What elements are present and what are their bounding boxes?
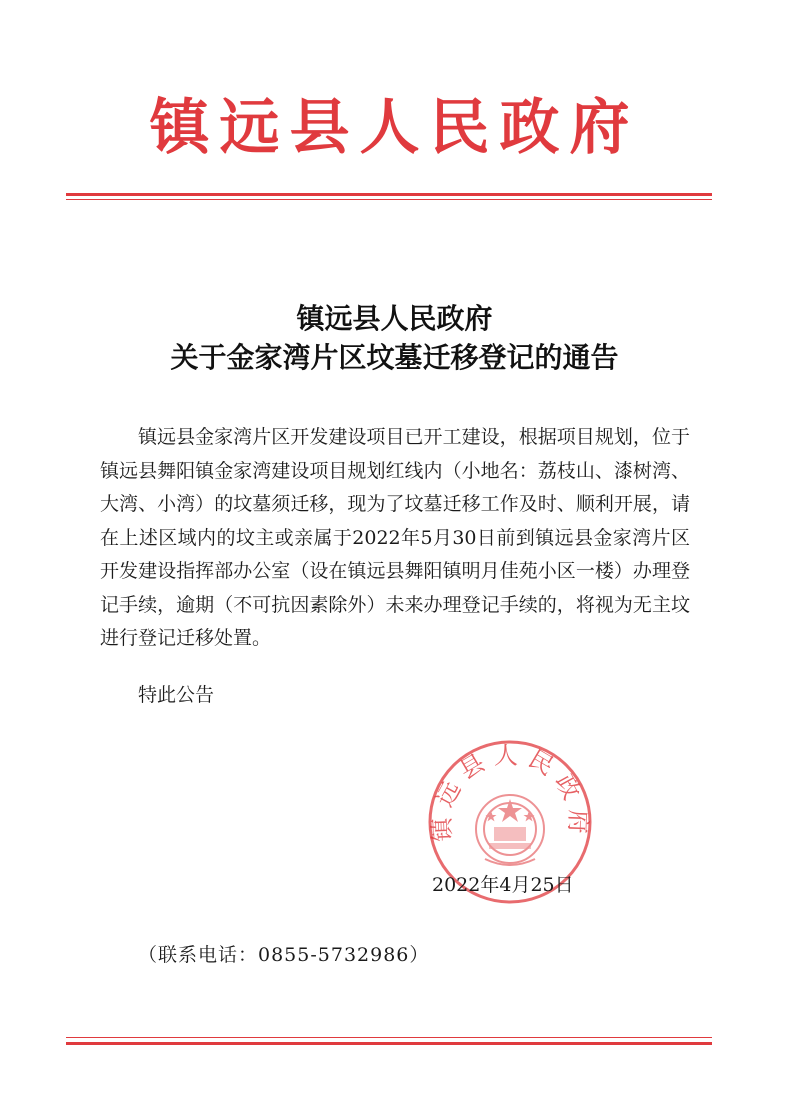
masthead: 镇远县人民政府 — [149, 93, 640, 163]
national-emblem-icon — [476, 795, 544, 865]
body-paragraph: 镇远县金家湾片区开发建设项目已开工建设，根据项目规划，位于镇远县舞阳镇金家湾建设项目规划红线内（小地名：荔枝山、漆树湾、大湾、小湾）的坟墓须迁移，现为了坟墓迁移工作及时、顺利开展，请在上述区域内的坟主或亲属于2022年5月30日前到镇远县金家湾片区开发建设指挥部办公室（设在镇远县舞阳镇明月佳苑小区一楼）办理登记手续，逾期（不可抗因素除外）未来办理登记手续的，将视为无主坟进行登记迁移处置。 — [100, 426, 690, 649]
body-text — [100, 421, 690, 656]
document-title-line2: 关于金家湾片区坟墓迁移登记的通告 — [170, 341, 619, 374]
masthead-rule-thick — [66, 193, 712, 196]
footer-rule-thin — [66, 1037, 712, 1038]
document-title-line1: 镇远县人民政府 — [296, 302, 493, 335]
footer-rule-thick — [66, 1042, 712, 1045]
closing-text: 特此公告 — [138, 684, 215, 706]
seal-text: 镇远县人民政府 — [427, 741, 593, 843]
issue-date: 2022年4月25日 — [432, 874, 574, 896]
contact-phone: （联系电话：0855-5732986） — [138, 944, 430, 966]
masthead-rule-thin — [66, 199, 712, 200]
